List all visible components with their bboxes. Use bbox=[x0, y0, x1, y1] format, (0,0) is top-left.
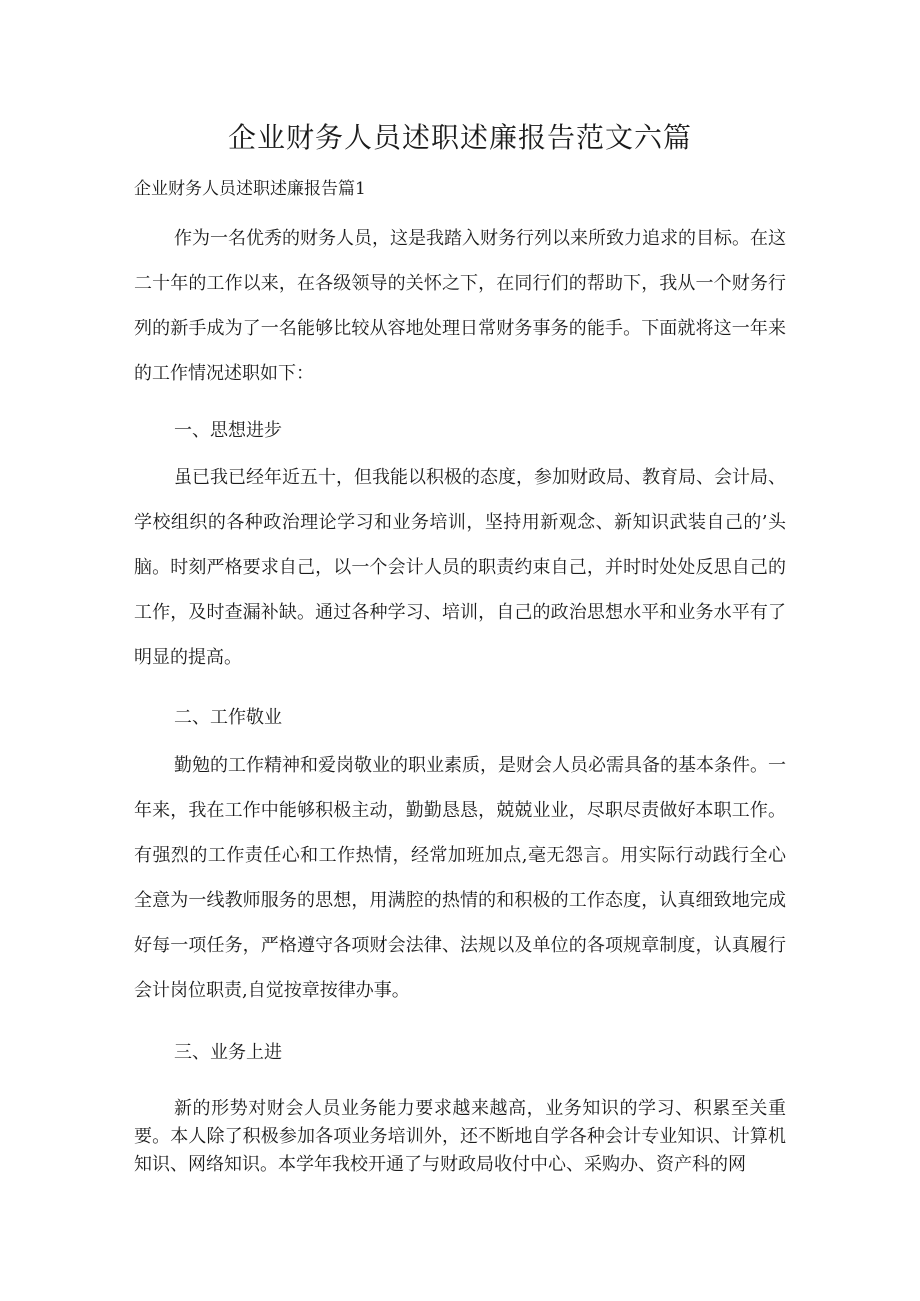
heading-text: 三、业务上进 bbox=[174, 1042, 282, 1063]
section-heading-thought bbox=[134, 408, 786, 453]
section-subtitle: 企业财务人员述职述廉报告篇1 bbox=[134, 179, 366, 199]
heading-text: 二、工作敬业 bbox=[174, 707, 282, 728]
paragraph-text: 新的形势对财会人员业务能力要求越来越高，业务知识的学习、积累至关重要。本人除了积极参加各项业务培训外，还不断地自学各种会计专业知识、计算机知识、网络知识。本学年我校开通了与财政局收付中心、采购办、资产科的网 bbox=[134, 1098, 786, 1175]
paragraph-text: 作为一名优秀的财务人员，这是我踏入财务行列以来所致力追求的目标。在这二十年的工作以来，在各级领导的关怀之下，在同行们的帮助下，我从一个财务行列的新手成为了一名能够比较从容地处理日常财务事务的能手。下面就将这一年来的工作情况述职如下： bbox=[134, 228, 786, 384]
document-title: 企业财务人员述职述廉报告范文六篇 bbox=[227, 121, 692, 154]
heading-text: 一、思想进步 bbox=[174, 420, 282, 441]
paragraph-text: 虽已我已经年近五十，但我能以积极的态度，参加财政局、教育局、会计局、学校组织的各种政治理论学习和业务培训，坚持用新观念、新知识武装自己的’头脑。时刻严格要求自己，以一个会计人员的职责约束自己，并时时处处反思自己的工作，及时查漏补缺。通过各种学习、培训，自己的政治思想水平和业务水平有了明显的提高。 bbox=[134, 467, 786, 668]
section-heading-business bbox=[134, 1030, 786, 1075]
paragraph-work bbox=[134, 743, 786, 1013]
section-heading-work bbox=[134, 695, 786, 740]
paragraph-text: 勤勉的工作精神和爱岗敬业的职业素质，是财会人员必需具备的基本条件。一年来，我在工作中能够积极主动，勤勤恳恳，兢兢业业，尽职尽责做好本职工作。有强烈的工作责任心和工作热情，经常加班加点,毫无怨言。用实际行动践行全心全意为一线教师服务的思想，用满腔的热情的和积极的工作态度，认真细致地完成好每一项任务，严格遵守各项财会法律、法规以及单位的各项规章制度，认真履行会计岗位职责,自觉按章按律办事。 bbox=[134, 755, 786, 1001]
paragraph-thought bbox=[134, 455, 786, 680]
paragraph-intro bbox=[134, 216, 786, 396]
paragraph-business bbox=[134, 1095, 786, 1179]
